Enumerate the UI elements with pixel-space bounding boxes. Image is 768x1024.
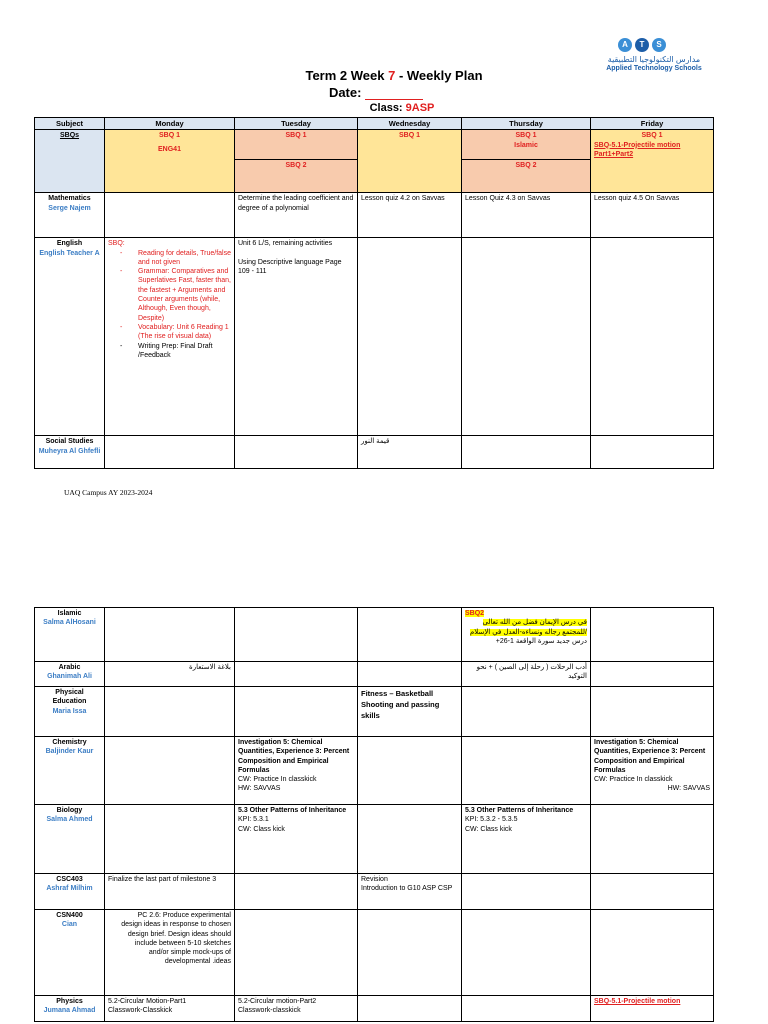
title-suffix: - Weekly Plan (395, 68, 483, 83)
sbq-text: ENG41 (158, 145, 181, 153)
subject-name: CSC403 (56, 876, 83, 883)
pe-monday (105, 687, 235, 737)
subject-name: Physics (56, 998, 83, 1005)
math-friday: Lesson quiz 4.5 On Savvas (591, 193, 714, 238)
sbq-text: SBQ 1 (641, 132, 663, 140)
col-monday: Monday (105, 118, 235, 130)
page-title (10, 68, 768, 83)
csc403-tuesday (235, 874, 358, 910)
class-label: Class: (369, 102, 406, 114)
list-item: - Writing Prep: Final Draft /Feedback (108, 342, 231, 361)
csn400-subject (35, 910, 105, 996)
physics-tuesday (235, 996, 358, 1022)
cell-line: 5.2-Circular motion-Part2 (238, 998, 317, 1005)
col-subject: Subject (35, 118, 105, 130)
pe-subject (35, 687, 105, 737)
cell-line: Investigation 5: Chemical Quantities, Experience 3: Percent Composition and Empirical Formulas (594, 739, 706, 774)
arabic-row (35, 662, 714, 687)
col-wednesday: Wednesday (358, 118, 462, 130)
list-item: - Grammar: Comparatives and Superlatives Fast, faster than, the fastest + Arguments and Counter arguments (while, Although, Even though, Despite) (108, 267, 231, 323)
csn400-tuesday (235, 910, 358, 996)
math-subject (35, 193, 105, 238)
table-header-row (35, 118, 714, 130)
sbqs-thursday-top (462, 130, 591, 160)
physics-subject (35, 996, 105, 1022)
date-line (0, 85, 760, 100)
csn400-row (35, 910, 714, 996)
sbqs-monday (105, 130, 235, 193)
english-friday (591, 238, 714, 436)
english-tuesday (235, 238, 358, 436)
teacher-name: Jumana Ahmad (43, 1007, 96, 1015)
islamic-wednesday (358, 608, 462, 662)
class-line (18, 102, 768, 114)
sbq-text: SBQ-5.1-Projectile motion (594, 141, 681, 149)
sbqs-tuesday-top (235, 130, 358, 160)
teacher-name: Serge Najem (48, 204, 91, 212)
islamic-row (35, 608, 714, 662)
sbq-heading: SBQ: (108, 240, 125, 248)
sbqs-tuesday-bottom (235, 160, 358, 193)
csn400-wednesday (358, 910, 462, 996)
subject-name: English (56, 240, 83, 248)
col-tuesday: Tuesday (235, 118, 358, 130)
sbq-text: SBQ 2 (285, 162, 307, 170)
cell-line: Investigation 5: Chemical Quantities, Experience 3: Percent Composition and Empirical Formulas (238, 739, 350, 774)
logo-letter-s: S (652, 38, 666, 52)
subject-name: Biology (56, 807, 83, 814)
sbqs-friday (591, 130, 714, 193)
cell-line: أدب الرحلات ( رحلة إلى الصين ) + نحو التوكيد (476, 664, 587, 681)
cell-line: 5.2-Circular Motion-Part1 (108, 998, 187, 1005)
biology-row (35, 805, 714, 874)
chemistry-thursday (462, 737, 591, 805)
logo-letter-a: A (618, 38, 632, 52)
sbq-text: SBQ-5.1-Projectile motion (594, 998, 681, 1005)
cell-line: CW: Practice In classkick (594, 776, 673, 784)
sbq-text: SBQ 1 (515, 132, 537, 140)
csc403-subject (35, 874, 105, 910)
english-monday (105, 238, 235, 436)
english-wednesday (358, 238, 462, 436)
cell-line: Revision (361, 876, 388, 883)
cell-line: درس جديد سورة الواقعة 1-26+ (495, 637, 587, 645)
cell-line: KPI: 5.3.2 - 5.3.5 (465, 816, 518, 824)
list-item: - Vocabulary: Unit 6 Reading 1 (The rise of visual data) (108, 323, 231, 342)
islamic-monday (105, 608, 235, 662)
arabic-wednesday (358, 662, 462, 687)
english-row (35, 238, 714, 436)
chemistry-tuesday (235, 737, 358, 805)
islamic-friday (591, 608, 714, 662)
arabic-friday (591, 662, 714, 687)
biology-wednesday (358, 805, 462, 874)
sbq-text: Part1+Part2 (594, 150, 634, 158)
csc403-row (35, 874, 714, 910)
subject-name: Islamic (57, 610, 82, 617)
chemistry-row (35, 737, 714, 805)
chemistry-friday (591, 737, 714, 805)
physics-row (35, 996, 714, 1022)
cell-line: HW: SAVVAS (238, 785, 281, 793)
biology-thursday (462, 805, 591, 874)
logo-letter-t: T (635, 38, 649, 52)
cell-line: 5.3 Other Patterns of Inheritance (238, 807, 347, 814)
cell-line: KPI: 5.3.1 (238, 816, 269, 824)
social-wednesday (358, 436, 462, 469)
logo-circles (618, 38, 666, 52)
cell-line: Classwork-classkick (238, 1007, 301, 1015)
subject-name: CSN400 (56, 912, 83, 919)
pe-tuesday (235, 687, 358, 737)
arabic-monday (105, 662, 235, 687)
cell-line: /للمجتمع رجاله ونساءه-العدل في الإسلام (469, 628, 587, 636)
sbqs-wednesday (358, 130, 462, 193)
date-label: Date: (328, 85, 366, 100)
subject-name: Chemistry (52, 739, 87, 746)
cell-line (465, 628, 587, 637)
social-thursday (462, 436, 591, 469)
math-row (35, 193, 714, 238)
physics-friday (591, 996, 714, 1022)
sbq-text: Islamic (514, 141, 538, 149)
footer-campus: UAQ Campus AY 2023-2024 (64, 488, 153, 497)
sbq-text: SBQ 2 (515, 162, 537, 170)
math-monday (105, 193, 235, 238)
arabic-thursday (462, 662, 591, 687)
sbqs-row (35, 130, 714, 160)
pe-thursday (462, 687, 591, 737)
cell-line: CW: Class kick (238, 825, 285, 833)
cell-line: Unit 6 L/S, remaining activities (238, 240, 333, 248)
list-item: - Reading for details, True/false and not given (108, 249, 231, 268)
class-value: 9ASP (405, 102, 435, 114)
sbqs-thursday-bottom (462, 160, 591, 193)
subject-name: Mathematics (48, 195, 91, 203)
csc403-wednesday (358, 874, 462, 910)
chemistry-subject (35, 737, 105, 805)
math-thursday: Lesson Quiz 4.3 on Savvas (462, 193, 591, 238)
teacher-name: Ashraf Milhim (46, 885, 93, 893)
week-number: 7 (388, 68, 396, 83)
sbqs-subject (35, 130, 105, 193)
sbqs-label: SBQs (59, 132, 80, 140)
subject-name: Social Studies (45, 438, 94, 446)
subject-name: Arabic (58, 664, 81, 671)
csc403-monday: Finalize the last part of milestone 3 (105, 874, 235, 910)
social-subject (35, 436, 105, 469)
biology-monday (105, 805, 235, 874)
csn400-friday (591, 910, 714, 996)
cell-line: بلاغة الاستعارة (189, 664, 231, 671)
plan-table-2 (34, 607, 714, 1022)
chemistry-monday (105, 737, 235, 805)
english-monday-list (108, 249, 231, 361)
title-prefix: Term 2 Week (305, 68, 389, 83)
social-friday (591, 436, 714, 469)
cell-line: CW: Class kick (465, 825, 512, 833)
arabic-tuesday (235, 662, 358, 687)
physics-thursday (462, 996, 591, 1022)
logo-arabic-name: مدارس التكنولوجيا التطبيقية (607, 55, 701, 64)
sbq-text: SBQ 1 (158, 132, 180, 140)
physics-wednesday (358, 996, 462, 1022)
sbq-text: SBQ 1 (285, 132, 307, 140)
social-tuesday (235, 436, 358, 469)
english-subject (35, 238, 105, 436)
biology-tuesday (235, 805, 358, 874)
cell-line: HW: SAVVAS (667, 785, 710, 793)
cell-line: Introduction to G10 ASP CSP (361, 885, 453, 893)
arabic-subject (35, 662, 105, 687)
math-tuesday: Determine the leading coefficient and degree of a polynomial (235, 193, 358, 238)
cell-line: Using Descriptive language Page 109 - 111 (238, 258, 342, 275)
sbq-text: SBQ2 (465, 610, 485, 617)
teacher-name: Maria Issa (52, 707, 87, 715)
csc403-thursday (462, 874, 591, 910)
teacher-name: Salma Ahmed (46, 816, 93, 824)
teacher-name: Salma AlHosani (43, 619, 96, 627)
date-blank (365, 88, 423, 100)
biology-friday (591, 805, 714, 874)
col-friday: Friday (591, 118, 714, 130)
chemistry-wednesday (358, 737, 462, 805)
social-row (35, 436, 714, 469)
plan-table-1 (34, 117, 714, 469)
teacher-name: Ghanimah Ali (47, 673, 92, 681)
teacher-name: Baljinder Kaur (45, 748, 94, 756)
sbq-text: SBQ 1 (398, 132, 420, 140)
subject-name: Physical Education (52, 689, 87, 706)
teacher-name: English Teacher A (39, 249, 100, 257)
physics-monday (105, 996, 235, 1022)
cell-line: في درس الإيمان فضل من الله تعالى (482, 619, 587, 627)
pe-friday (591, 687, 714, 737)
cell-line: 5.3 Other Patterns of Inheritance (465, 807, 574, 814)
logo-english-name: Applied Technology Schools (606, 65, 702, 72)
csc403-friday (591, 874, 714, 910)
social-monday (105, 436, 235, 469)
teacher-name: Cian (61, 921, 78, 929)
teacher-name: Muheyra Al Ghfefli (38, 447, 101, 455)
cell-line (465, 618, 587, 627)
col-thursday: Thursday (462, 118, 591, 130)
csn400-monday: PC 2.6: Produce experimental design ideas in response to chosen design brief. Design ideas should include between 5-10 sketches and/or simple mock-ups of developmental .ideas (105, 910, 235, 996)
pe-wednesday: Fitness – Basketball Shooting and passing skills (358, 687, 462, 737)
csn400-thursday (462, 910, 591, 996)
islamic-thursday (462, 608, 591, 662)
cell-line: CW: Practice In classkick (238, 776, 317, 784)
islamic-tuesday (235, 608, 358, 662)
english-thursday (462, 238, 591, 436)
cell-line: Classwork-Classkick (108, 1007, 173, 1015)
math-wednesday: Lesson quiz 4.2 on Savvas (358, 193, 462, 238)
cell-line: قيمة النور (361, 438, 390, 446)
pe-row (35, 687, 714, 737)
islamic-subject (35, 608, 105, 662)
biology-subject (35, 805, 105, 874)
